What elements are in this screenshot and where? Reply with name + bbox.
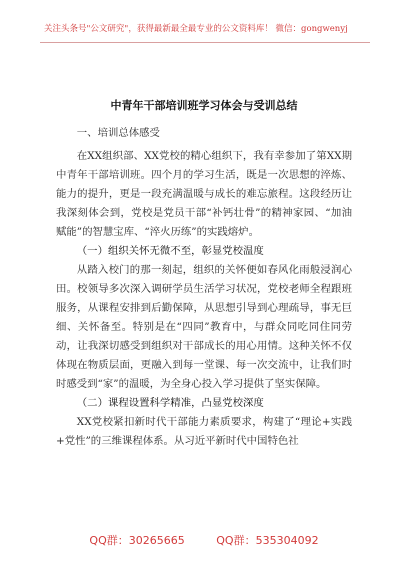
qq-group-2 <box>216 534 318 547</box>
footer <box>0 532 408 552</box>
qq-group-1-number: 30265665 <box>128 534 185 547</box>
qq-group-2-number: 535304092 <box>255 534 319 547</box>
paragraph: 从踏入校门的那一刻起，组织的关怀便如春风化雨般浸润心田。校领导多次深入调研学员生活学习状况，党校老师全程跟班服务，从课程安排到后勤保障，从思想引导到心理疏导，事无巨细、关怀备至。特别是在“四同”教育中，与群众同吃同住同劳动，让我深切感受到组织对干部成长的用心用情。这种关怀不仅体现在物质层面，更融入到每一堂课、每一次交流中，让我们时时感受到“家”的温暖，为全身心投入学习提供了坚实保障。 <box>56 264 352 390</box>
paragraph: 在XX组织部、XX党校的精心组织下，我有幸参加了第XX期中青年干部培训班。四个月的学习生活，既是一次思想的淬炼、能力的提升，更是一段充满温暖与成长的难忘旅程。这段经历让我深刻体会到，党校是党员干部“补钙壮骨”的精神家园、“加油赋能”的智慧宝库、“淬火历练”的实践熔炉。 <box>56 150 352 238</box>
qq-group-1-label: QQ群： <box>89 534 129 547</box>
document-title: 中青年干部培训班学习体会与受训总结 <box>110 99 298 112</box>
subsection-heading: （二）课程设置科学精准，凸显党校深度 <box>76 397 264 409</box>
subsection-heading: （一）组织关怀无微不至，彰显党校温度 <box>76 245 264 257</box>
header-banner: 关注头条号"公文研究"，获得最新最全最专业的公文资料库！ 微信：gongwenyj <box>44 24 348 34</box>
document-body <box>56 116 352 451</box>
paragraph: XX党校紧扣新时代干部能力素质要求，构建了“理论+实践+党性”的三维课程体系。从习近平新时代中国特色社 <box>56 416 352 447</box>
section-heading: 一、培训总体感受 <box>76 127 160 139</box>
qq-group-1 <box>89 534 184 547</box>
qq-group-2-label: QQ群： <box>216 534 256 547</box>
header-divider <box>40 42 370 43</box>
